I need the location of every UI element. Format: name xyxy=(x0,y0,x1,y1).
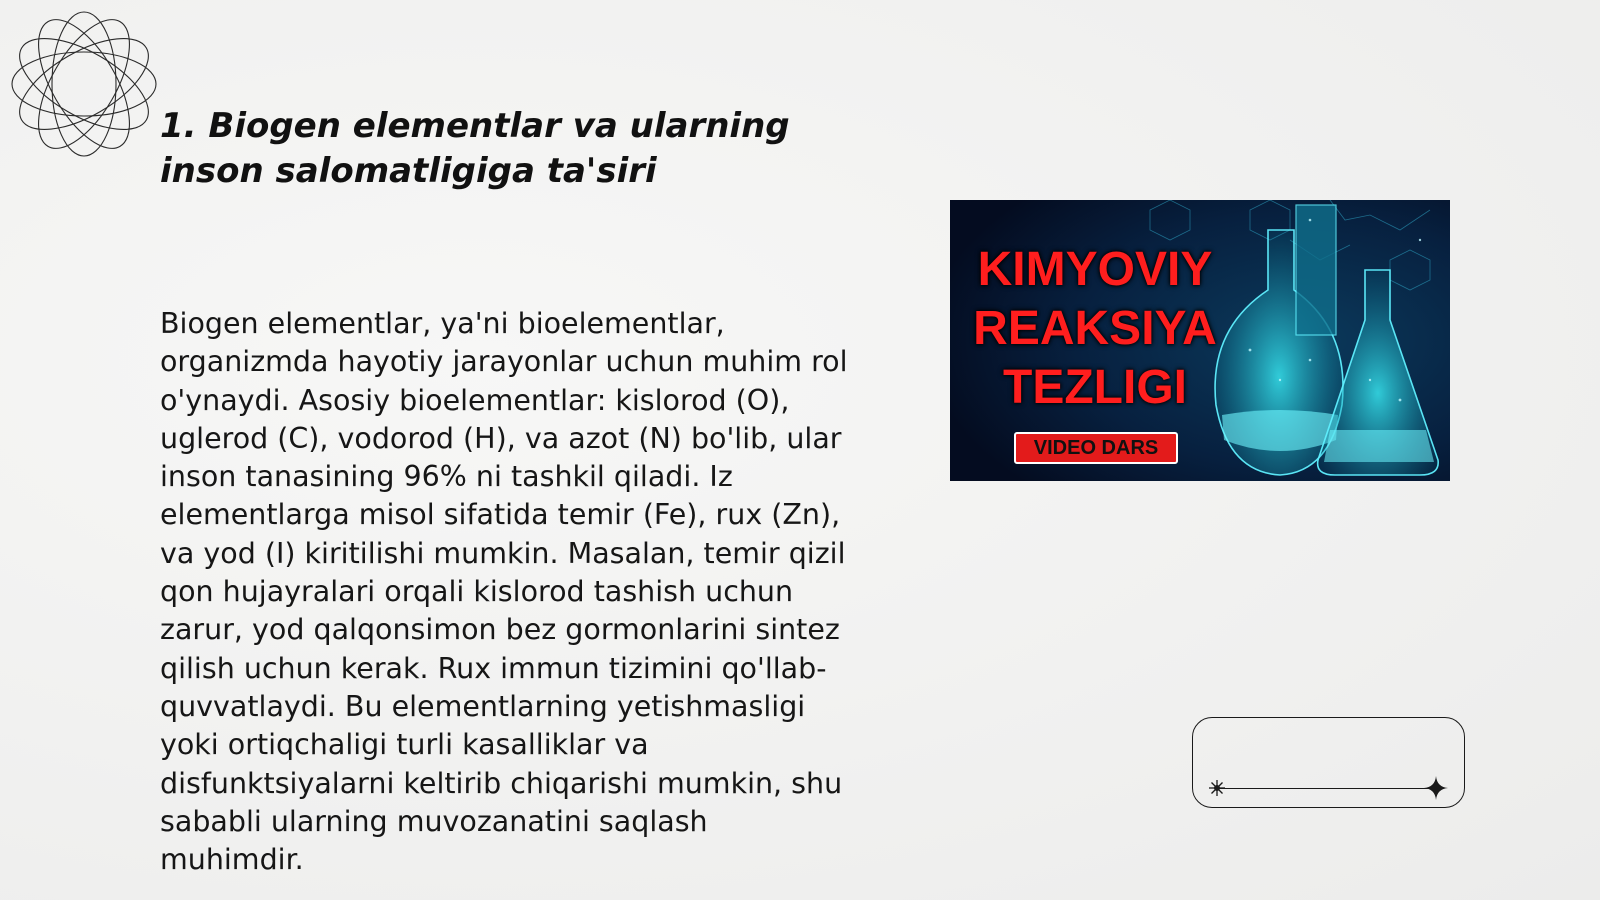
slide-body-text: Biogen elementlar, ya'ni bioelementlar, organizmda hayotiy jarayonlar uchun muhim rol o'ynaydi. Asosiy bioelementlar: kislorod (O), uglerod (C), vodorod (H), va azot (N) bo'lib, ular inson tanasining 96% ni tashkil qiladi. Iz elementlarga misol sifatida temir (Fe), rux (Zn), va yod (I) kiritilishi mumkin. Masalan, temir qizil qon hujayralari orqali kislorod tashish uchun zarur, yod qalqonsimon bez gormonlarini sintez qilish uchun kerak. Rux immun tizimini qo'llab-quvvatlaydi. Bu elementlarning yetishmasligi yoki ortiqchaligi turli kasalliklar va disfunktsiyalarni keltirib chiqarishi mumkin, shu sababli ularning muvozanatini saqlash muhimdir. xyxy=(160,307,848,877)
orbit-rings-icon xyxy=(8,8,160,160)
thumbnail-headline: KIMYOVIY REAKSIYA TEZLIGI xyxy=(973,243,1217,414)
slide-title: 1. Biogen elementlar va ularning inson salomatligiga ta'siri xyxy=(160,106,790,191)
four-point-star-icon xyxy=(1424,776,1448,800)
decorative-frame xyxy=(1192,717,1465,808)
thumbnail-badge: VIDEO DARS xyxy=(1014,432,1178,464)
video-thumbnail[interactable] xyxy=(950,200,1450,481)
divider-line xyxy=(1217,788,1438,789)
